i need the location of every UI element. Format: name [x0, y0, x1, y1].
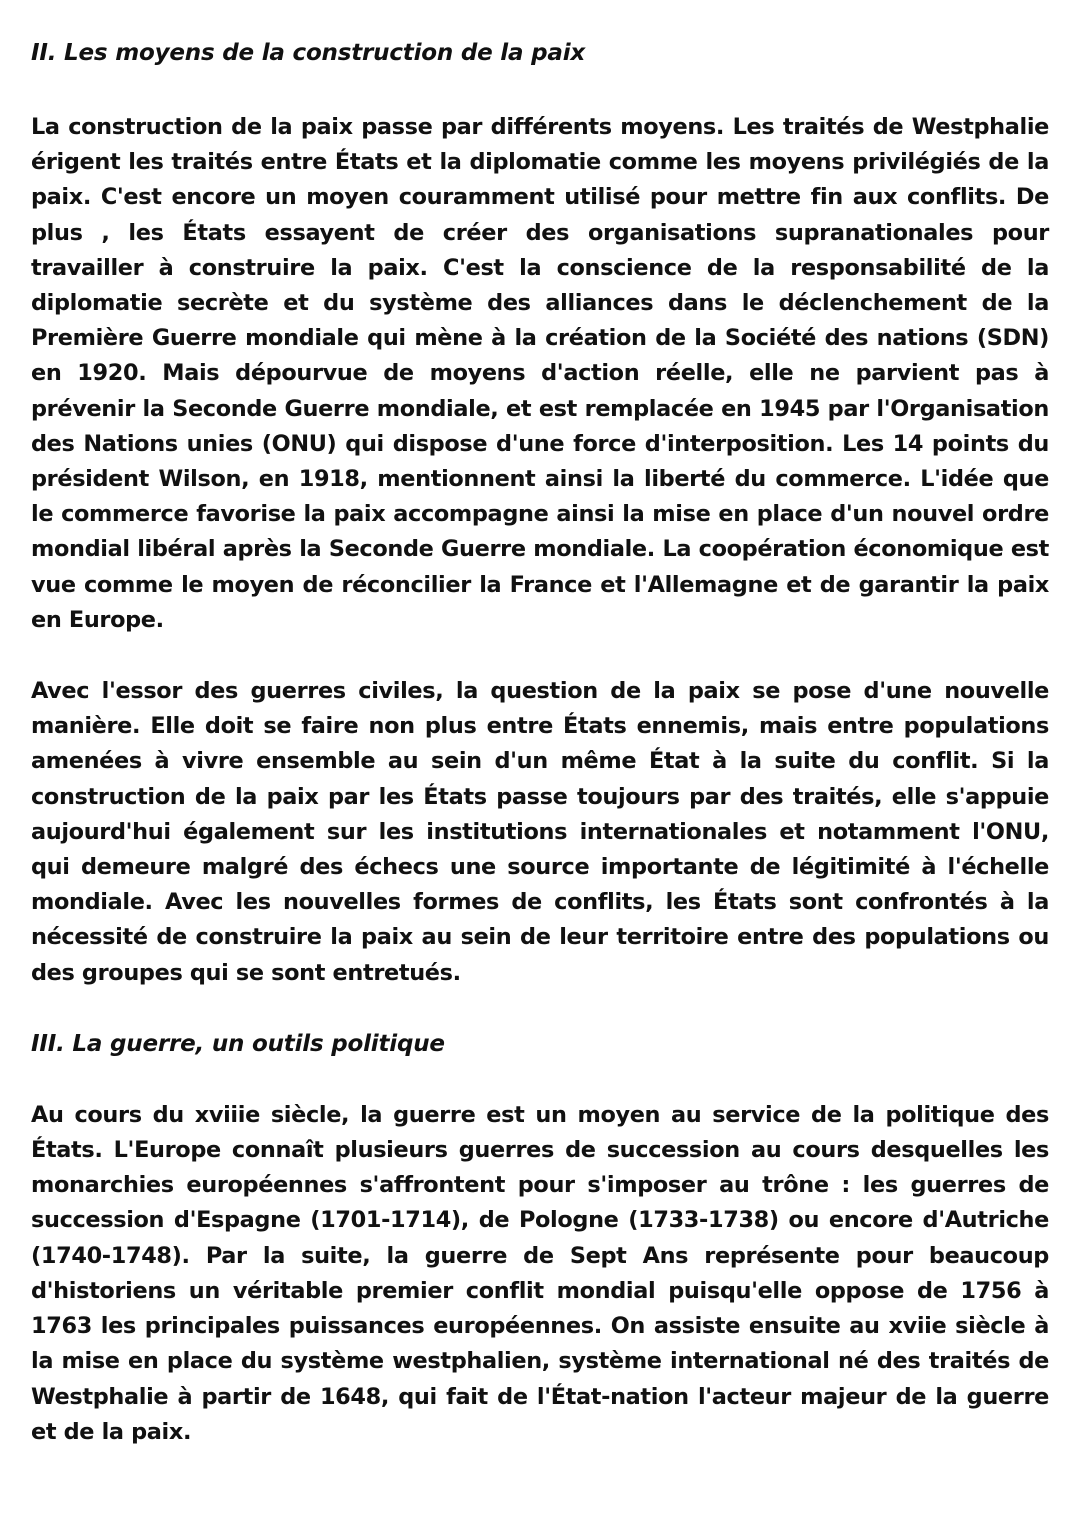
- paragraph: Avec l'essor des guerres civiles, la question de la paix se pose d'une nouvelle manière. Elle doit se faire non plus entre États ennemis, mais entre populations amenées à vivre ensemble au sein d'un même État à la suite du conflit. Si la construction de la paix par les États passe toujours par des traités, elle s'appuie aujourd'hui également sur les institutions internationales et notamment l'ONU, qui demeure malgré des échecs une source importante de légitimité à l'échelle mondiale. Avec les nouvelles formes de conflits, les États sont confrontés à la nécessité de construire la paix au sein de leur territoire entre des populations ou des groupes qui se sont entretués.: [31, 678, 1049, 986]
- section-heading: II. Les moyens de la construction de la paix: [31, 40, 586, 66]
- section-heading: III. La guerre, un outils politique: [31, 1030, 445, 1057]
- paragraph: La construction de la paix passe par différents moyens. Les traités de Westphalie érigent les traités entre États et la diplomatie comme les moyens privilégiés de la paix. C'est encore un moyen couramment utilisé pour mettre fin aux conflits. De plus , les États essayent de créer des organisations supranationales pour travailler à construire la paix. C'est la conscience de la responsabilité de la diplomatie secrète et du système des alliances dans le déclenchement de la Première Guerre mondiale qui mène à la création de la Société des nations (SDN) en 1920. Mais dépourvue de moyens d'action réelle, elle ne parvient pas à prévenir la Seconde Guerre mondiale, et est remplacée en 1945 par l'Organisation des Nations unies (ONU) qui dispose d'une force d'interposition. Les 14 points du président Wilson, en 1918, mentionnent ainsi la liberté du commerce. L'idée que le commerce favorise la paix accompagne ainsi la mise en place d'un nouvel ordre mondial libéral après la Seconde Guerre mondiale. La coopération économique est vue comme le moyen de réconcilier la France et l'Allemagne et de garantir la paix en Europe.: [31, 114, 1049, 633]
- paragraph: Au cours du xviiie siècle, la guerre est un moyen au service de la politique des États. L'Europe connaît plusieurs guerres de succession au cours desquelles les monarchies européennes s'affrontent pour s'imposer au trône : les guerres de succession d'Espagne (1701-1714), de Pologne (1733-1738) ou encore d'Autriche (1740-1748). Par la suite, la guerre de Sept Ans représente pour beaucoup d'historiens un véritable premier conflit mondial puisqu'elle oppose de 1756 à 1763 les principales puissances européennes. On assiste ensuite au xviie siècle à la mise en place du système westphalien, système international né des traités de Westphalie à partir de 1648, qui fait de l'État-nation l'acteur majeur de la guerre et de la paix.: [31, 1101, 1049, 1445]
